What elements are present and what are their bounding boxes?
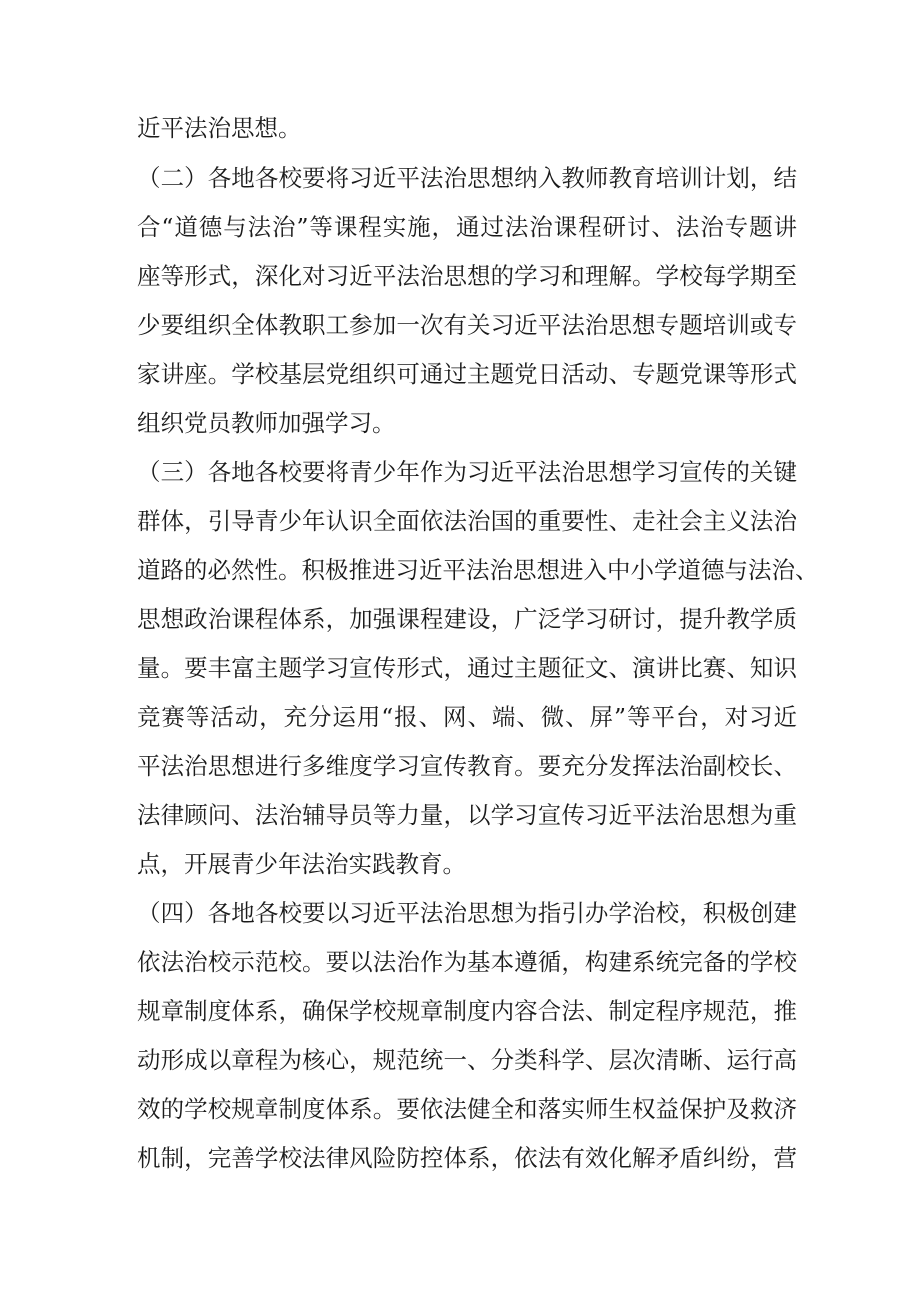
text-line: 少要组织全体教职工参加一次有关习近平法治思想专题培训或专	[137, 311, 797, 339]
text-line: 效的学校规章制度体系。要依法健全和落实师生权益保护及救济	[137, 1095, 797, 1123]
text-line: 法律顾问、法治辅导员等力量，以学习宣传习近平法治思想为重	[137, 801, 797, 829]
text-line: 机制，完善学校法律风险防控体系，依法有效化解矛盾纠纷，营	[137, 1144, 797, 1172]
text-line: 座等形式，深化对习近平法治思想的学习和理解。学校每学期至	[137, 262, 797, 290]
text-line: 竞赛等活动，充分运用“报、网、端、微、屏”等平台，对习近	[137, 703, 797, 731]
text-line: （二）各地各校要将习近平法治思想纳入教师教育培训计划，结	[137, 164, 797, 192]
text-line: 依法治校示范校。要以法治作为基本遵循，构建系统完备的学校	[137, 948, 797, 976]
text-line: 规章制度体系，确保学校规章制度内容合法、制定程序规范，推	[137, 997, 797, 1025]
text-line: 量。要丰富主题学习宣传形式，通过主题征文、演讲比赛、知识	[137, 654, 797, 682]
text-line: 平法治思想进行多维度学习宣传教育。要充分发挥法治副校长、	[137, 752, 797, 780]
text-line: 近平法治思想。	[137, 114, 302, 142]
text-line: （三）各地各校要将青少年作为习近平法治思想学习宣传的关键	[137, 458, 797, 486]
text-line: （四）各地各校要以习近平法治思想为指引办学治校，积极创建	[137, 899, 797, 927]
text-line: 组织党员教师加强学习。	[137, 409, 396, 437]
text-line: 群体，引导青少年认识全面依法治国的重要性、走社会主义法治	[137, 507, 797, 535]
text-line: 合“道德与法治”等课程实施，通过法治课程研讨、法治专题讲	[137, 213, 797, 241]
text-line: 家讲座。学校基层党组织可通过主题党日活动、专题党课等形式	[137, 360, 797, 388]
text-line: 道路的必然性。积极推进习近平法治思想进入中小学道德与法治、	[137, 556, 819, 584]
text-line: 思想政治课程体系，加强课程建设，广泛学习研讨，提升教学质	[137, 605, 797, 633]
text-line: 点，开展青少年法治实践教育。	[137, 850, 466, 878]
text-line: 动形成以章程为核心，规范统一、分类科学、层次清晰、运行高	[137, 1046, 797, 1074]
